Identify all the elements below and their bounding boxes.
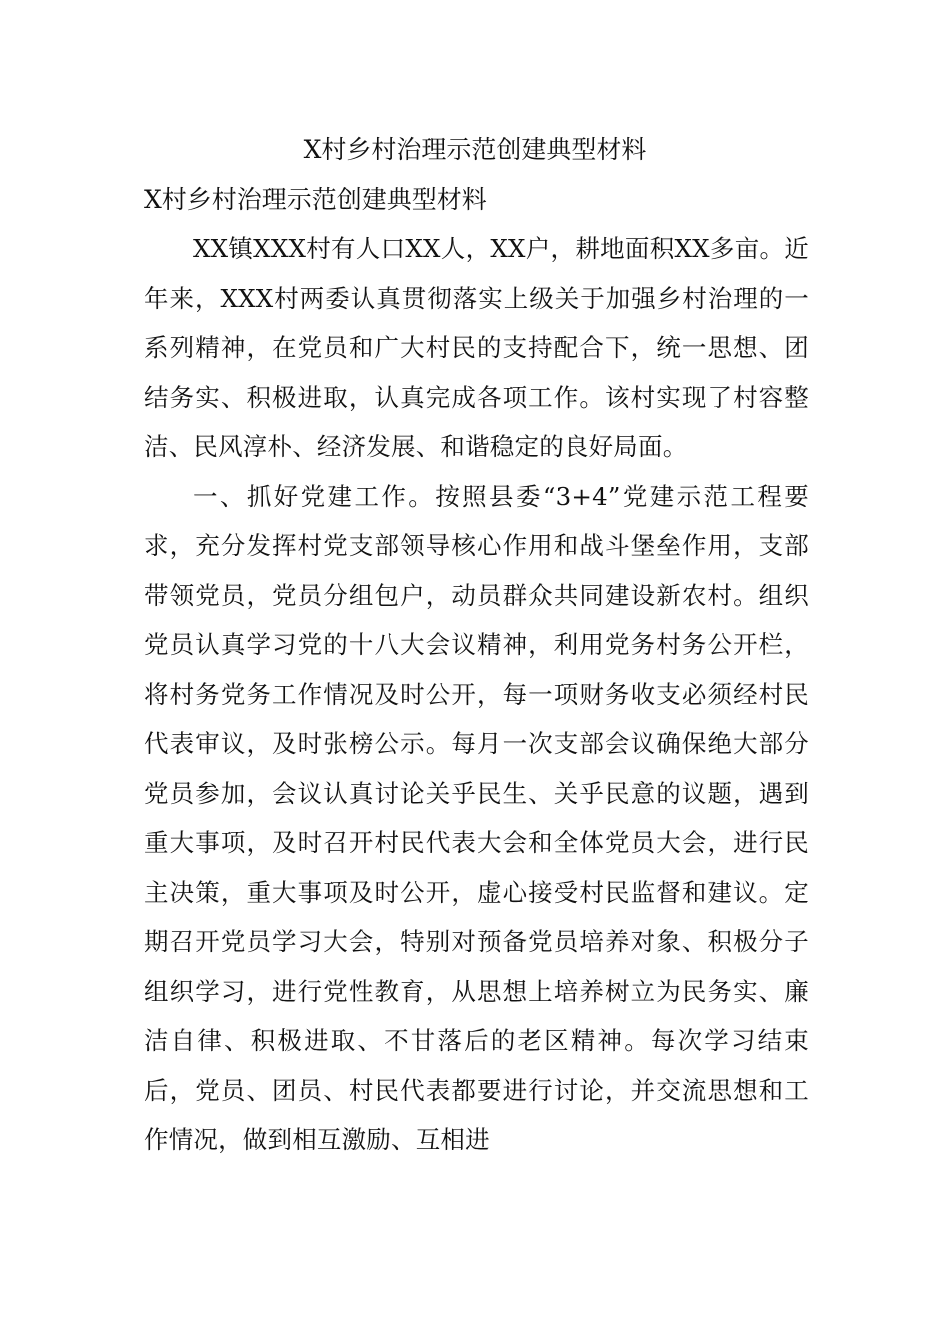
document-body bbox=[144, 180, 809, 1165]
document-title: X村乡村治理示范创建典型材料 bbox=[303, 135, 647, 164]
paragraph-intro: XX镇XXX村有人口XX人，XX户，耕地面积XX多亩。近年来，XXX村两委认真贯彻落实上级关于加强乡村治理的一系列精神，在党员和广大村民的支持配合下，统一思想、团结务实、积极进取，认真完成各项工作。该村实现了村容整洁、民风淳朴、经济发展、和谐稳定的良好局面。 bbox=[144, 234, 809, 461]
document-subtitle: X村乡村治理示范创建典型材料 bbox=[144, 185, 487, 214]
paragraph-party-building: 一、抓好党建工作。按照县委“3+4”党建示范工程要求，充分发挥村党支部领导核心作用和战斗堡垒作用，支部带领党员，党员分组包户，动员群众共同建设新农村。组织党员认真学习党的十八大会议精神，利用党务村务公开栏，将村务党务工作情况及时公开，每一项财务收支必须经村民代表审议，及时张榜公示。每月一次支部会议确保绝大部分党员参加，会议认真讨论关乎民生、关乎民意的议题，遇到重大事项，及时召开村民代表大会和全体党员大会，进行民主决策，重大事项及时公开，虚心接受村民监督和建议。定期召开党员学习大会，特别对预备党员培养对象、积极分子组织学习，进行党性教育，从思想上培养树立为民务实、廉洁自律、积极进取、不甘落后的老区精神。每次学习结束后，党员、团员、村民代表都要进行讨论，并交流思想和工作情况，做到相互激励、互相进 bbox=[144, 481, 809, 1154]
